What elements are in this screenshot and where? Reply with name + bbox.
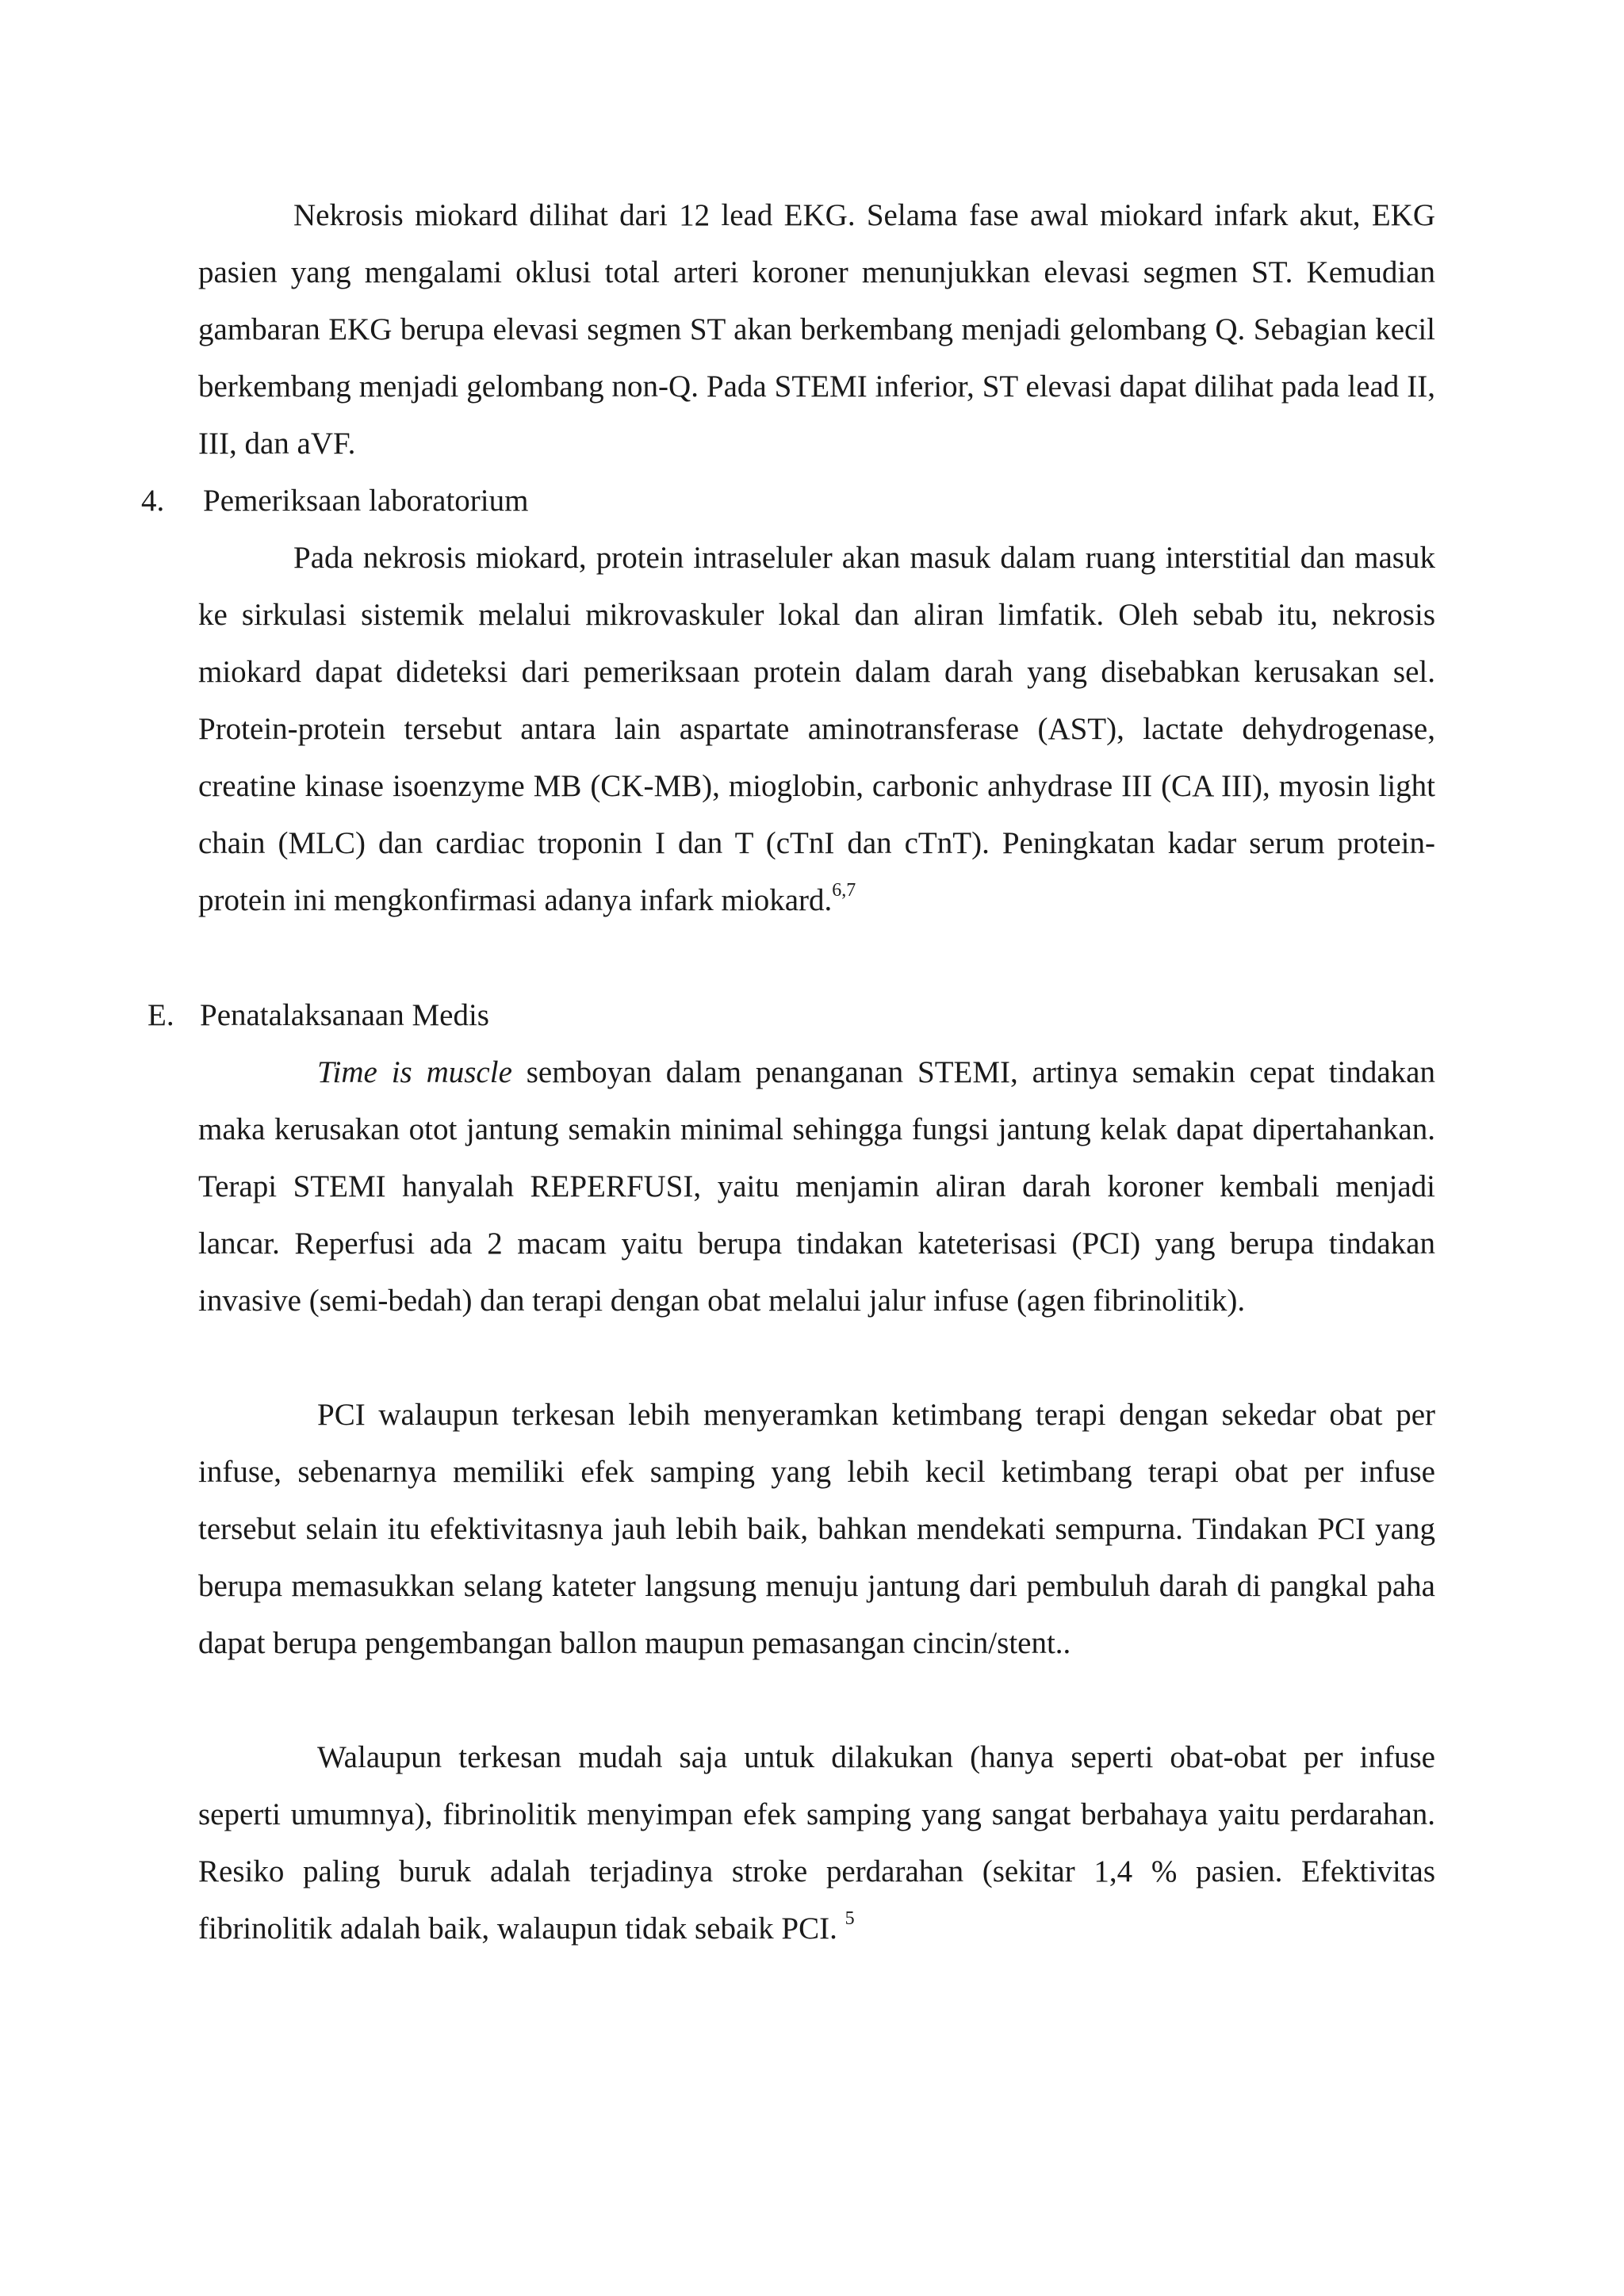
paragraph-text: semboyan dalam penanganan STEMI, artinya semakin cepat tindakan maka kerusakan otot jantung semakin minimal sehingga fungsi jantung kelak dapat dipertahankan. Terapi STEMI hanyalah REPERFUSI, yaitu menjamin aliran darah koroner kembali menjadi lancar. Reperfusi ada 2 macam yaitu berupa tindakan kateterisasi (PCI) yang berupa tindakan invasive (semi-bedah) dan terapi dengan obat melalui jalur infuse (agen fibrinolitik). bbox=[198, 1055, 1435, 1318]
citation-superscript: 5 bbox=[845, 1908, 855, 1929]
citation-superscript: 6,7 bbox=[832, 880, 856, 901]
section-title: Pemeriksaan laboratorium bbox=[203, 484, 529, 518]
section-heading-penatalaksanaan bbox=[147, 987, 1099, 1044]
section-letter: E. bbox=[147, 998, 174, 1032]
paragraph-laboratorium bbox=[198, 530, 1435, 929]
paragraph-fibrinolitik bbox=[198, 1729, 1435, 1957]
italic-phrase: Time is muscle bbox=[317, 1055, 512, 1089]
paragraph-text: Walaupun terkesan mudah saja untuk dilakukan (hanya seperti obat-obat per infuse seperti umumnya), fibrinolitik menyimpan efek samping yang sangat berbahaya yaitu perdarahan. Resiko paling buruk adalah terjadinya stroke perdarahan (sekitar 1,4 % pasien. Efektivitas fibrinolitik adalah baik, walaupun tidak sebaik PCI. bbox=[198, 1740, 1435, 1946]
paragraph-text: Nekrosis miokard dilihat dari 12 lead EKG. Selama fase awal miokard infark akut, EKG pasien yang mengalami oklusi total arteri koroner menunjukkan elevasi segmen ST. Kemudian gambaran EKG berupa elevasi segmen ST akan berkembang menjadi gelombang Q. Sebagian kecil berkembang menjadi gelombang non-Q. Pada STEMI inferior, ST elevasi dapat dilihat pada lead II, III, dan aVF. bbox=[198, 198, 1435, 461]
section-number: 4. bbox=[141, 484, 165, 518]
section-heading-laboratorium bbox=[141, 473, 1093, 530]
paragraph-pci bbox=[198, 1387, 1435, 1672]
paragraph-ekg-necrosis bbox=[198, 187, 1435, 473]
paragraph-text: Pada nekrosis miokard, protein intraseluler akan masuk dalam ruang interstitial dan masuk ke sirkulasi sistemik melalui mikrovaskuler lokal dan aliran limfatik. Oleh sebab itu, nekrosis miokard dapat dideteksi dari pemeriksaan protein dalam darah yang disebabkan kerusakan sel. Protein-protein tersebut antara lain aspartate aminotransferase (AST), lactate dehydrogenase, creatine kinase isoenzyme MB (CK-MB), mioglobin, carbonic anhydrase III (CA III), myosin light chain (MLC) dan cardiac troponin I dan T (cTnI dan cTnT). Peningkatan kadar serum protein-protein ini mengkonfirmasi adanya infark miokard. bbox=[198, 541, 1435, 917]
paragraph-text: PCI walaupun terkesan lebih menyeramkan ketimbang terapi dengan sekedar obat per infuse, sebenarnya memiliki efek samping yang lebih kecil ketimbang terapi obat per infuse tersebut selain itu efektivitasnya jauh lebih baik, bahkan mendekati sempurna. Tindakan PCI yang berupa memasukkan selang kateter langsung menuju jantung dari pembuluh darah di pangkal paha dapat berupa pengembangan ballon maupun pemasangan cincin/stent.. bbox=[198, 1398, 1435, 1660]
paragraph-time-is-muscle bbox=[198, 1044, 1435, 1330]
section-title: Penatalaksanaan Medis bbox=[200, 998, 489, 1032]
